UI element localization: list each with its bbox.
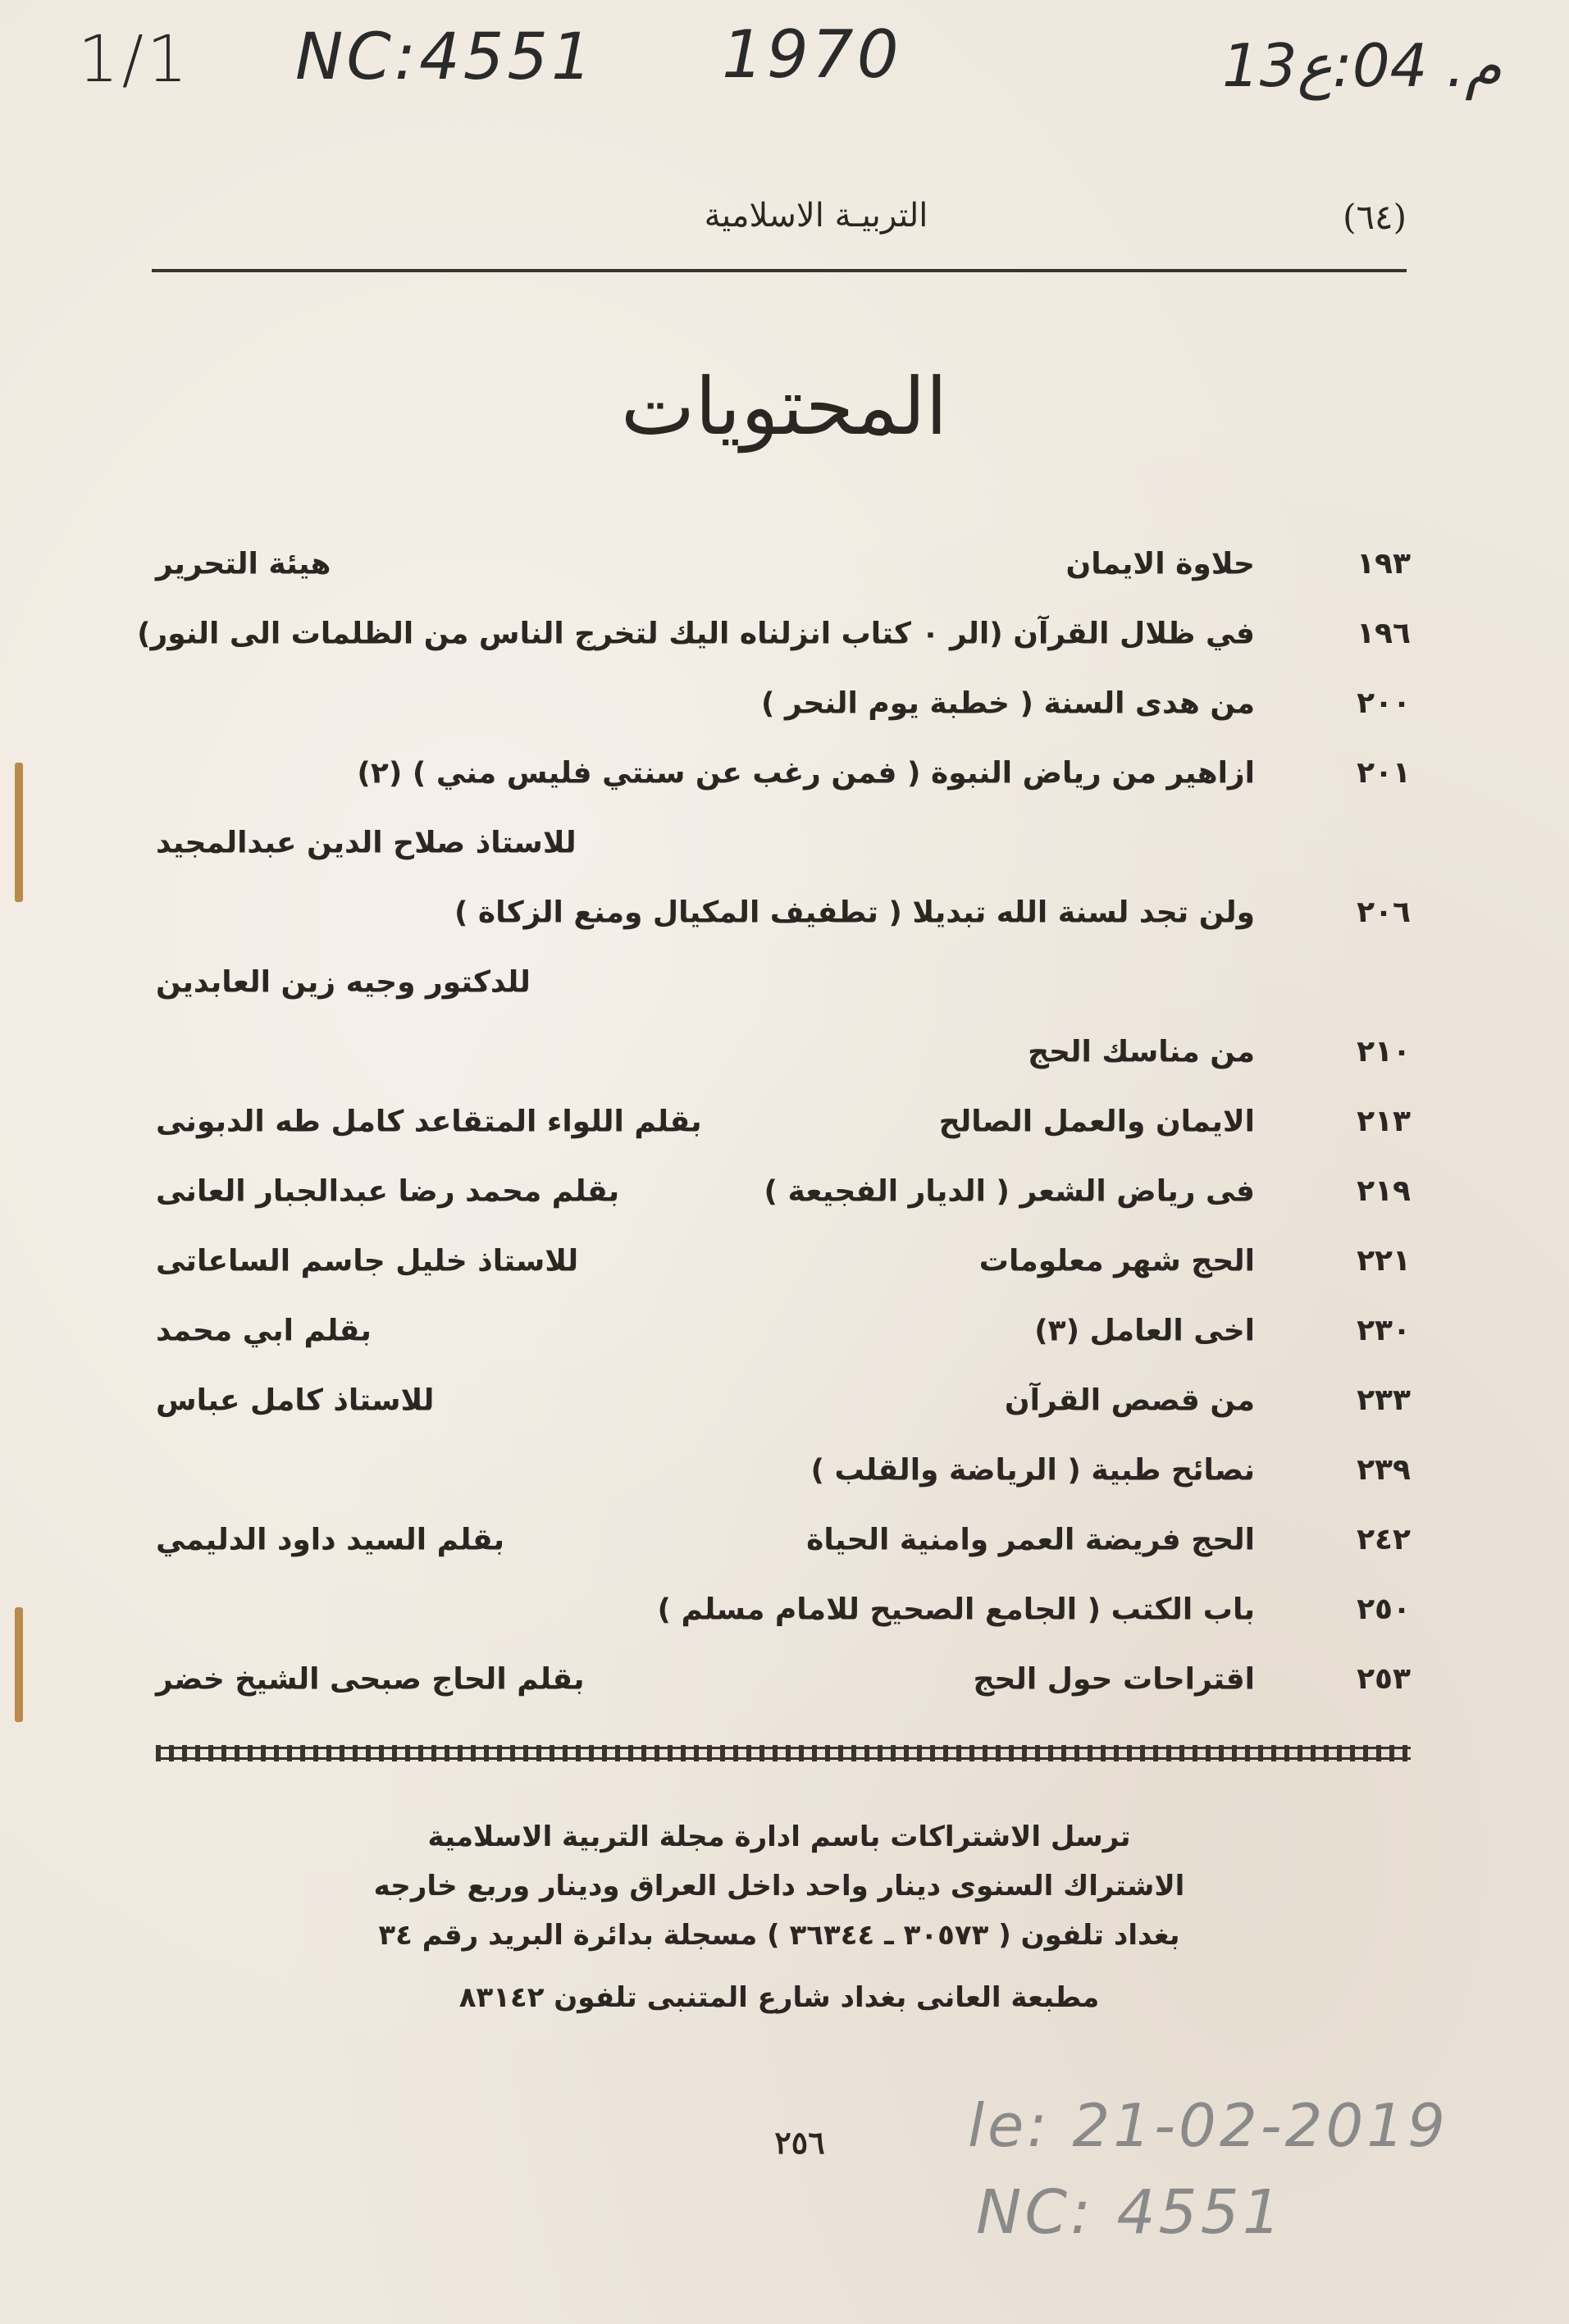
subscription-line: الاشتراك السنوى دينار واحد داخل العراق ودينار وربع خارجه (373, 1870, 1185, 1902)
toc-page-number: ٢٠٠ (1357, 686, 1411, 720)
toc-title: الحج شهر معلومات (978, 1244, 1255, 1278)
toc-row (156, 668, 1411, 738)
toc-title: ازاهير من رياض النبوة ( فمن رغب عن سنتي فليس مني ) (٢) (357, 756, 1255, 790)
toc-title: من مناسك الحج (1028, 1035, 1255, 1069)
toc-author: بقلم ابي محمد (156, 1314, 372, 1347)
subscription-info (246, 1812, 1312, 2022)
toc-author: بقلم الحاج صبحى الشيخ خضر (156, 1662, 585, 1696)
toc-row (137, 599, 1411, 668)
footer-page-number: ٢٥٦ (774, 2124, 825, 2161)
toc-row (156, 1087, 1411, 1156)
handwritten-nc-number-bottom: NC: 4551 (976, 2177, 1284, 2248)
handwritten-year: 1970 (722, 16, 902, 93)
toc-author: للدكتور وجيه زين العابدين (156, 965, 531, 999)
toc-author: للاستاذ صلاح الدين عبدالمجيد (156, 826, 577, 859)
toc-page-number: ٢١٩ (1357, 1174, 1411, 1208)
toc-title: في ظلال القرآن (الر ٠ كتاب انزلناه اليك لتخرج الناس من الظلمات الى النور) (137, 617, 1255, 650)
toc-page-number: ٢٤٢ (1357, 1523, 1411, 1556)
toc-page-number: ٢٠٦ (1357, 895, 1411, 929)
toc-row (156, 1017, 1411, 1087)
toc-author: هيئة التحرير (156, 547, 331, 581)
handwritten-call-number: م. 04:ع13 (1222, 31, 1502, 100)
handwritten-date: le: 21-02-2019 (968, 2091, 1448, 2160)
toc-page-number: ٢٢١ (1357, 1244, 1411, 1278)
toc-row (156, 1574, 1411, 1644)
subscription-line: ترسل الاشتراكات باسم ادارة مجلة التربية الاسلامية (427, 1820, 1131, 1853)
toc-author: بقلم اللواء المتقاعد كامل طه الدبونى (156, 1105, 702, 1138)
toc-title: فى رياض الشعر ( الديار الفجيعة ) (764, 1174, 1255, 1208)
contents-heading: المحتويات (620, 361, 948, 453)
toc-page-number: ١٩٦ (1357, 617, 1411, 650)
toc-page-number: ٢٣٩ (1357, 1453, 1411, 1487)
toc-title: الحج فريضة العمر وامنية الحياة (806, 1523, 1255, 1556)
toc-row (156, 1296, 1411, 1365)
ornamental-divider (156, 1745, 1411, 1761)
toc-page-number: ٢٣٣ (1357, 1383, 1411, 1417)
toc-title: الايمان والعمل الصالح (938, 1105, 1255, 1138)
toc-page-number: ٢٣٠ (1357, 1314, 1411, 1347)
toc-row (156, 947, 1411, 1017)
header-page-number: (٦٤) (1343, 197, 1407, 237)
toc-row (156, 738, 1411, 808)
toc-row (156, 877, 1411, 947)
toc-page-number: ٢١٣ (1357, 1105, 1411, 1138)
toc-page-number: ٢٥٠ (1357, 1593, 1411, 1626)
running-header (152, 197, 1407, 262)
journal-title: التربيـة الاسلامية (704, 197, 928, 235)
toc-row (156, 1365, 1411, 1435)
toc-title: نصائح طبية ( الرياضة والقلب ) (810, 1453, 1255, 1487)
handwritten-nc-number: NC:4551 (295, 21, 595, 94)
toc-author: للاستاذ خليل جاسم الساعاتى (156, 1244, 579, 1278)
table-of-contents (137, 529, 1411, 1714)
toc-title: اقتراحات حول الحج (973, 1662, 1255, 1696)
toc-author: بقلم محمد رضا عبدالجبار العانى (156, 1174, 620, 1208)
toc-row (156, 1226, 1411, 1296)
handwritten-volume-mark: 1/1 (78, 23, 191, 97)
toc-row (156, 1505, 1411, 1574)
toc-title: حلاوة الايمان (1065, 547, 1255, 581)
staple-mark-lower (15, 1607, 23, 1722)
toc-page-number: ١٩٣ (1357, 547, 1411, 581)
toc-row (156, 1644, 1411, 1714)
toc-author: للاستاذ كامل عباس (156, 1383, 435, 1417)
toc-author: بقلم السيد داود الدليمي (156, 1523, 505, 1556)
toc-page-number: ٢٥٣ (1357, 1662, 1411, 1696)
staple-mark-upper (15, 763, 23, 902)
toc-title: ولن تجد لسنة الله تبديلا ( تطفيف المكيال ومنع الزكاة ) (454, 895, 1255, 929)
header-rule (152, 269, 1407, 272)
toc-row (156, 1156, 1411, 1226)
toc-title: اخى العامل (٣) (1034, 1314, 1255, 1347)
printer-line: مطبعة العانى بغداد شارع المتنبى تلفون ٨٣١٤٢ (458, 1981, 1100, 2014)
toc-title: من هدى السنة ( خطبة يوم النحر ) (761, 686, 1255, 720)
toc-row (156, 1435, 1411, 1505)
toc-row (156, 529, 1411, 599)
toc-page-number: ٢١٠ (1357, 1035, 1411, 1069)
toc-page-number: ٢٠١ (1357, 756, 1411, 790)
toc-title: باب الكتب ( الجامع الصحيح للامام مسلم ) (657, 1593, 1255, 1626)
toc-row (156, 808, 1411, 877)
toc-title: من قصص القرآن (1004, 1383, 1255, 1417)
subscription-line: بغداد تلفون ( ٣٠٥٧٣ ـ ٣٦٣٤٤ ) مسجلة بدائرة البريد رقم ٣٤ (378, 1919, 1180, 1952)
